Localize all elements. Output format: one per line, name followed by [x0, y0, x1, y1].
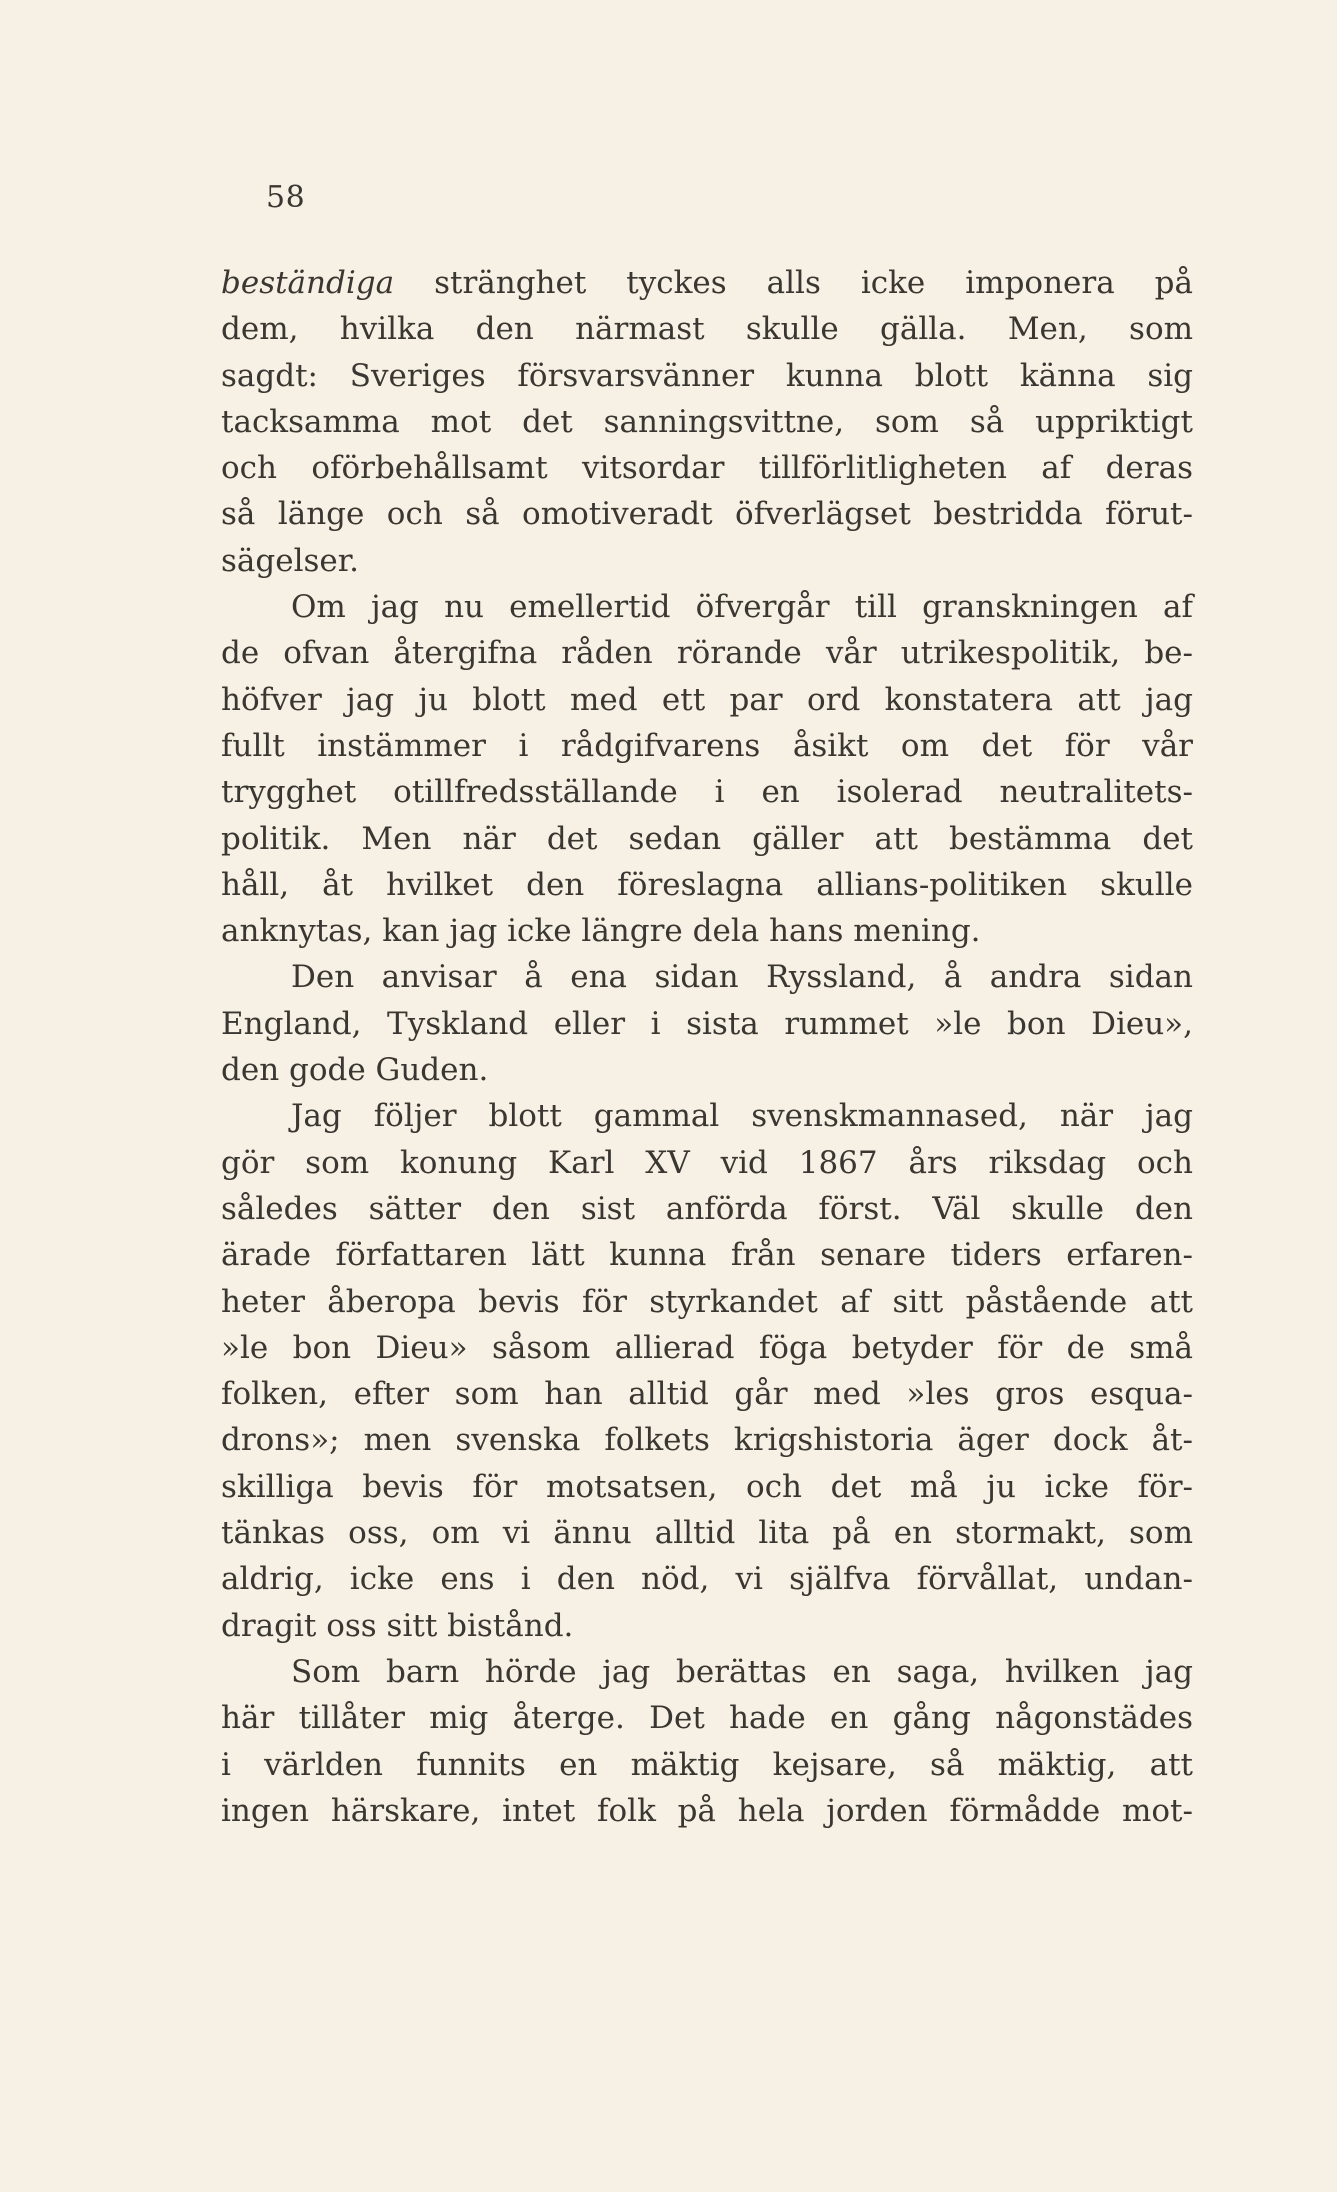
text-line	[221, 630, 1193, 676]
text-line	[221, 1232, 1193, 1278]
text-line	[221, 908, 1193, 954]
line-text: således sätter den sist anförda först. Väl skulle den	[221, 1190, 1193, 1227]
line-text: sägelser.	[221, 542, 360, 579]
text-line	[221, 1001, 1193, 1047]
text-line	[221, 862, 1193, 908]
text-line	[221, 1371, 1193, 1417]
text-line	[221, 1417, 1193, 1463]
text-line	[221, 260, 1193, 306]
line-text: i världen funnits en mäktig kejsare, så mäktig, att	[221, 1746, 1193, 1783]
line-text: stränghet tyckes alls icke imponera på	[394, 265, 1193, 301]
text-line	[221, 1325, 1193, 1371]
line-text: de ofvan återgifna råden rörande vår utrikespolitik, be-	[221, 635, 1193, 672]
line-text: skilliga bevis för motsatsen, och det må ju icke för-	[221, 1468, 1193, 1505]
line-text: fullt instämmer i rådgifvarens åsikt om det för vår	[221, 727, 1193, 764]
line-text: höfver jag ju blott med ett par ord konstatera att jag	[221, 681, 1193, 718]
line-text: Om jag nu emellertid öfvergår till granskningen af	[291, 589, 1193, 626]
line-text: gör som konung Karl XV vid 1867 års riksdag och	[221, 1144, 1193, 1181]
line-text: aldrig, icke ens i den nöd, vi själfva förvållat, undan-	[221, 1561, 1193, 1598]
line-text: Som barn hörde jag berättas en saga, hvilken jag	[291, 1653, 1193, 1690]
line-text: »le bon Dieu» såsom allierad föga betyder för de små	[221, 1329, 1193, 1366]
line-text: Jag följer blott gammal svenskmannased, när jag	[291, 1098, 1193, 1135]
text-line	[221, 353, 1193, 399]
text-line	[221, 1510, 1193, 1556]
text-line	[221, 445, 1193, 491]
text-line	[221, 677, 1193, 723]
text-line	[221, 1556, 1193, 1602]
text-line	[221, 816, 1193, 862]
line-text: tacksamma mot det sanningsvittne, som så uppriktigt	[221, 403, 1193, 440]
line-text: håll, åt hvilket den föreslagna allians-politiken skulle	[221, 866, 1193, 903]
text-line	[221, 1603, 1193, 1649]
line-text: drons»; men svenska folkets krigshistoria äger dock åt-	[221, 1422, 1193, 1459]
line-text: den gode Guden.	[221, 1052, 489, 1089]
text-line	[221, 1047, 1193, 1093]
text-line	[221, 954, 1193, 1000]
body-text	[221, 260, 1193, 1834]
line-text: ingen härskare, intet folk på hela jorden förmådde mot-	[221, 1792, 1193, 1829]
text-line	[221, 1140, 1193, 1186]
line-text: tänkas oss, om vi ännu alltid lita på en stormakt, som	[221, 1515, 1193, 1552]
text-line	[221, 538, 1193, 584]
text-line	[221, 1788, 1193, 1834]
line-text: England, Tyskland eller i sista rummet »le bon Dieu»,	[221, 1005, 1193, 1042]
text-line	[221, 1279, 1193, 1325]
text-line	[221, 1695, 1193, 1741]
line-text: heter åberopa bevis för styrkandet af sitt påstående att	[221, 1283, 1193, 1320]
line-text: dem, hvilka den närmast skulle gälla. Men, som	[221, 311, 1193, 348]
text-line	[221, 584, 1193, 630]
line-text: ärade författaren lätt kunna från senare tiders erfaren-	[221, 1237, 1193, 1274]
line-text: anknytas, kan jag icke längre dela hans mening.	[221, 913, 981, 950]
text-line	[221, 723, 1193, 769]
line-text: här tillåter mig återge. Det hade en gång någonstädes	[221, 1700, 1193, 1737]
line-text: så länge och så omotiveradt öfverlägset bestridda förut-	[221, 496, 1193, 533]
text-line	[221, 1464, 1193, 1510]
text-line	[221, 1093, 1193, 1139]
emphasized-word: beständiga	[221, 265, 395, 301]
text-line	[221, 1186, 1193, 1232]
line-text: trygghet otillfredsställande i en isolerad neutralitets-	[221, 774, 1193, 811]
text-line	[221, 769, 1193, 815]
line-text: sagdt: Sveriges försvarsvänner kunna blott känna sig	[221, 357, 1193, 394]
text-line	[221, 399, 1193, 445]
text-line	[221, 1649, 1193, 1695]
line-text: och oförbehållsamt vitsordar tillförlitligheten af deras	[221, 450, 1193, 487]
text-line	[221, 491, 1193, 537]
line-text: folken, efter som han alltid går med »les gros esqua-	[221, 1376, 1193, 1413]
line-text: dragit oss sitt bistånd.	[221, 1607, 574, 1644]
line-text: Den anvisar å ena sidan Ryssland, å andra sidan	[291, 959, 1193, 996]
page-number: 58	[266, 180, 306, 215]
line-text: politik. Men när det sedan gäller att bestämma det	[221, 820, 1193, 857]
text-line	[221, 1742, 1193, 1788]
text-line	[221, 306, 1193, 352]
